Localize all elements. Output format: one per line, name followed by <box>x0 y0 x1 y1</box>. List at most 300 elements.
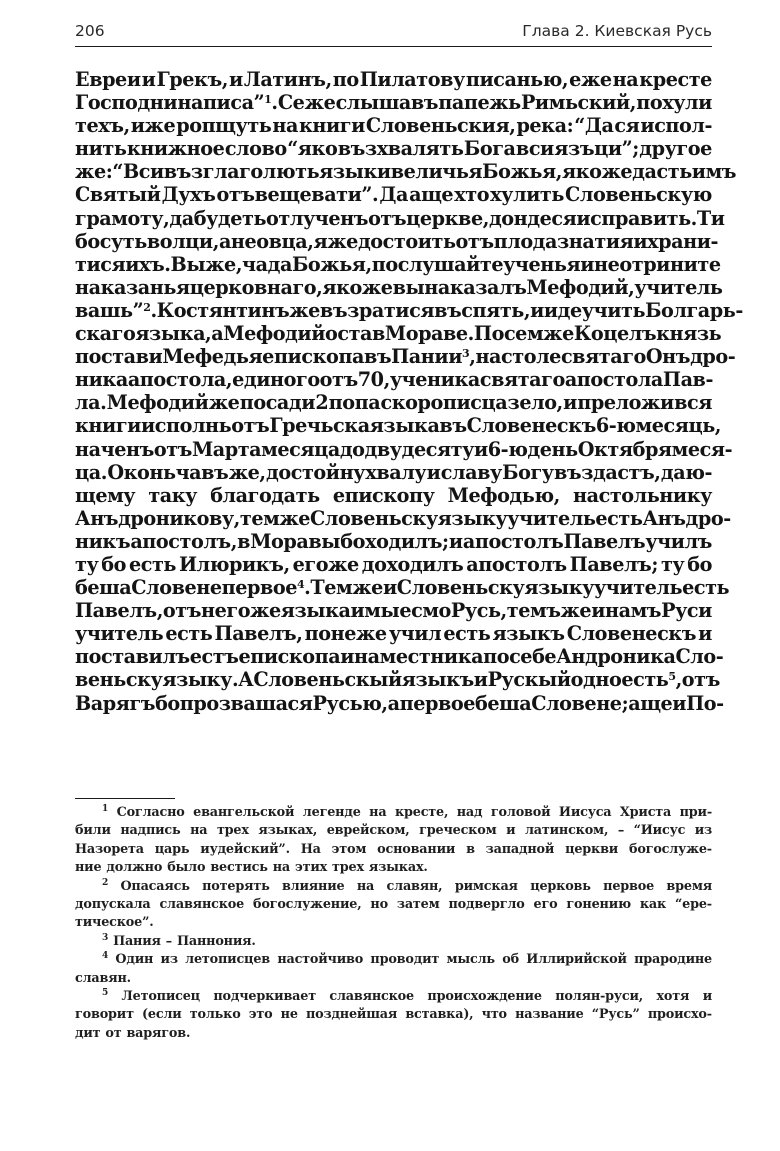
body-word: преложи <box>577 391 674 415</box>
body-word: скаго <box>75 322 136 346</box>
body-word: и <box>530 298 544 322</box>
body-word: ту <box>75 552 99 576</box>
footnote-line <box>75 878 712 896</box>
body-word: и <box>141 68 156 91</box>
footnote-word: – <box>617 823 625 839</box>
footnote-word: происхождение <box>427 988 542 1004</box>
body-word: отъвещевати”. <box>216 183 379 207</box>
body-word: ту <box>660 552 685 576</box>
body-word: же, <box>205 252 243 276</box>
body-word: величья <box>390 160 483 184</box>
footnote-word: славян, <box>386 878 443 894</box>
footnote-word: 1 <box>102 804 109 814</box>
body-word: таку <box>148 483 198 507</box>
footnote-word: при- <box>679 805 712 820</box>
footnote-word: тическое”. <box>75 915 154 931</box>
footnote-word: мысль <box>446 952 495 968</box>
body-word: бо <box>75 229 100 253</box>
footnote-word: дит <box>75 1025 101 1041</box>
body-word: бо <box>687 552 712 576</box>
body-word: скорописца <box>380 391 508 415</box>
footnote-line <box>75 951 712 969</box>
running-head <box>75 18 712 48</box>
body-line <box>75 206 725 230</box>
footnote-word: название <box>515 1007 584 1023</box>
body-word: апостола, <box>127 368 233 392</box>
body-word: апостолъ, <box>130 529 237 553</box>
footnote-word: богослужение, <box>252 896 362 912</box>
body-word: зело, <box>507 391 563 415</box>
body-word: апостолъ <box>462 529 564 553</box>
body-word: языку <box>437 506 508 530</box>
header-rule <box>75 46 712 47</box>
body-word: написа”$^1$. <box>177 91 278 115</box>
body-line <box>75 391 712 414</box>
footnote-word: из <box>694 823 712 839</box>
footnote-word: Иллирийской <box>526 952 627 968</box>
body-word: река: <box>516 114 574 138</box>
body-word: Римьский, <box>520 91 636 115</box>
body-word: двудесяту <box>364 437 474 461</box>
body-word: и <box>698 622 712 646</box>
body-word: хвалу <box>365 460 427 484</box>
body-word: Евреи <box>75 68 141 91</box>
body-word: грамоту, <box>75 206 170 230</box>
body-word: въ <box>363 345 392 369</box>
footnote-line <box>75 822 712 840</box>
body-word: въздастъ, <box>554 460 661 484</box>
body-word: аще <box>628 691 673 715</box>
body-word: исполнь <box>140 414 232 438</box>
body-word: и <box>591 599 605 623</box>
body-word: кресте <box>639 68 712 91</box>
body-word: Мефодий <box>223 322 325 346</box>
body-word: Русь, <box>450 599 507 623</box>
body-word: епископа <box>238 645 341 669</box>
body-line <box>75 599 712 622</box>
body-word: ла. <box>75 391 107 415</box>
body-word: в <box>237 529 251 553</box>
body-word: Словенескъ <box>566 622 696 646</box>
footnote-word: говорит <box>75 1007 134 1023</box>
body-word: 70, <box>357 368 390 392</box>
footnote-line <box>75 804 712 822</box>
body-line <box>75 183 712 206</box>
footnote-word: западной <box>485 841 555 857</box>
body-word: учитель <box>75 622 164 646</box>
body-word: наказанья <box>75 275 190 299</box>
footnote-word: Назорета <box>75 841 144 857</box>
body-word: и <box>426 460 441 484</box>
body-word: же <box>289 298 320 322</box>
body-word: суть <box>99 229 147 253</box>
body-word: и <box>563 391 577 415</box>
body-word: поставилъ <box>75 645 190 669</box>
footnote-word: еврейском, <box>326 823 410 839</box>
body-word: епископу <box>332 483 435 507</box>
body-word: и <box>633 229 648 253</box>
body-word: похули <box>636 91 712 115</box>
body-word: до <box>339 437 365 461</box>
body-word: Господни <box>75 91 178 115</box>
body-word: есть <box>128 552 176 576</box>
body-line <box>75 691 724 715</box>
footnote-word: подчеркивает <box>213 988 316 1004</box>
footnote-word: трех <box>332 860 364 876</box>
body-word: есть$^5$, <box>621 668 682 692</box>
body-line <box>75 298 743 322</box>
body-word: по <box>332 68 359 91</box>
body-word: Павелъ, <box>214 622 303 646</box>
body-word: первое <box>399 691 475 715</box>
body-word: Марта <box>191 437 262 461</box>
body-word: беша <box>474 691 532 715</box>
body-word: темъже <box>506 599 592 623</box>
body-word: А <box>238 668 254 692</box>
body-word: волци, <box>146 229 219 253</box>
body-word: Мефодий, <box>526 275 635 299</box>
body-word: Оконьчавъ <box>107 460 229 484</box>
footnote-word: об <box>502 952 519 968</box>
footnote-word: проводит <box>370 952 440 968</box>
body-word: въспять, <box>434 298 531 322</box>
body-word: Се <box>277 91 305 115</box>
body-word: в <box>372 322 385 346</box>
body-word: Божья, <box>291 252 372 276</box>
body-word: храни- <box>647 229 719 253</box>
body-word: якоже <box>561 160 633 184</box>
body-word: достоить <box>357 229 456 253</box>
body-word: Коцелъ <box>573 322 657 346</box>
body-word: Павелъ; <box>569 552 658 576</box>
body-line <box>75 437 733 461</box>
body-word: Бога <box>463 137 516 161</box>
body-word: Сло- <box>675 645 724 669</box>
footnote-word: на <box>356 878 375 894</box>
body-word: Костянтинъ <box>156 298 290 322</box>
body-word: отъ <box>153 437 192 461</box>
body-line <box>75 645 724 669</box>
body-word: наместника <box>354 645 484 669</box>
body-word: будеть <box>193 206 267 230</box>
body-word: языку <box>524 576 594 600</box>
body-word: а <box>387 691 400 715</box>
body-word: и <box>228 68 243 91</box>
footnote-word: Опасаясь <box>120 878 190 894</box>
body-word: Да <box>379 183 408 207</box>
body-word: отъ <box>368 206 407 230</box>
body-word: учитель <box>507 506 596 530</box>
footnote-line <box>75 841 712 859</box>
body-word: Богу <box>502 460 554 484</box>
footnote-word: это <box>248 1007 273 1023</box>
body-word: “Вси <box>112 160 164 184</box>
body-word: Октября <box>577 437 672 461</box>
footnote-word: основании <box>377 841 456 857</box>
body-word: языка <box>280 599 351 623</box>
body-word: негоже <box>201 599 281 623</box>
footnote-word: его <box>533 896 558 912</box>
footnote-word: от <box>105 1025 122 1041</box>
body-word: день <box>527 437 578 461</box>
body-word: ся <box>614 114 640 138</box>
body-word: отрините <box>619 252 721 276</box>
body-word: языки <box>319 160 391 184</box>
page-number: 206 <box>75 22 105 40</box>
body-word: Словеньску <box>396 576 525 600</box>
footnote-line <box>75 988 712 1006</box>
body-word: и <box>382 576 397 600</box>
body-word: тися <box>75 252 126 276</box>
footnote-rule <box>75 798 175 799</box>
body-word: первое$^4$. <box>221 576 311 600</box>
body-word: иде <box>543 298 582 322</box>
body-word: дасть <box>632 160 692 184</box>
body-word: отъ <box>681 668 720 692</box>
footnote-word: первое <box>603 878 655 894</box>
body-word: языка <box>369 414 440 438</box>
footnote-word: должно <box>106 860 163 876</box>
body-word: донде <box>488 206 552 230</box>
body-word: беша <box>75 576 132 600</box>
body-word: бо <box>101 552 126 576</box>
footnote-word: допускала <box>75 896 151 912</box>
body-word: Словене; <box>531 691 629 715</box>
body-word: 6-ю <box>487 437 528 461</box>
body-word: ученика <box>389 368 480 392</box>
body-word: язъци”; <box>554 137 639 161</box>
body-line <box>75 530 712 553</box>
body-line <box>75 484 712 507</box>
body-line <box>75 461 712 484</box>
body-word: и <box>340 645 355 669</box>
body-line <box>75 345 736 369</box>
body-word: аще <box>409 183 454 207</box>
body-word: исправить. <box>576 206 697 230</box>
body-word: и <box>580 252 595 276</box>
footnote-word: евангельской <box>193 805 295 820</box>
body-word: на <box>612 68 639 91</box>
footnote-word: не <box>280 1007 298 1023</box>
body-word: апостолъ <box>466 552 567 576</box>
body-word: Гречьска <box>269 414 370 438</box>
footnote-line <box>75 933 712 951</box>
footnote-word: варягов. <box>126 1025 191 1041</box>
body-word: “Да <box>574 114 614 138</box>
body-word: Грекъ, <box>156 68 228 91</box>
footnote-word: – <box>165 933 172 949</box>
body-word: темже <box>239 506 311 530</box>
body-line <box>75 114 712 137</box>
footnote-word: 2 <box>102 877 109 888</box>
body-word: имъ <box>691 160 737 184</box>
footnote-word: славянское <box>329 988 414 1004</box>
body-line <box>75 137 712 160</box>
body-word: есть <box>443 622 491 646</box>
footnote-word: подвергло <box>448 896 525 912</box>
footnote-word: Паннония. <box>176 933 256 949</box>
footnote-word: языках. <box>368 860 428 876</box>
body-word: намъ <box>604 599 662 623</box>
body-word: языкъ <box>401 668 474 692</box>
body-word: бо <box>340 529 365 553</box>
body-word: апостола <box>564 368 663 392</box>
body-word: Словеньску <box>310 506 438 530</box>
footnote-word: легенде <box>302 805 361 820</box>
body-word: да <box>169 206 194 230</box>
footnote-word: Христа <box>619 805 672 820</box>
footnote-word: славянское <box>159 896 245 912</box>
footnote-word: (если <box>142 1007 182 1023</box>
footnote-word: ние <box>75 860 102 876</box>
footnote-word: в <box>466 841 475 857</box>
body-word: и <box>672 691 687 715</box>
body-line <box>75 668 720 692</box>
body-word: Руси <box>661 599 712 623</box>
footnote-word: происхо- <box>647 1007 712 1023</box>
body-word: Болгарь- <box>645 298 743 322</box>
body-word: По- <box>686 691 724 715</box>
body-word: чада <box>242 252 292 276</box>
body-word: учитель <box>593 576 683 600</box>
footnote-word: время <box>666 878 712 894</box>
footnote-word: хотя <box>656 988 690 1004</box>
body-word: вашь”$^2$. <box>75 298 157 322</box>
footnote-word: “ере- <box>674 896 712 912</box>
body-word: не <box>594 252 620 276</box>
footnote-word: полян-руси, <box>555 988 644 1004</box>
body-word: иже <box>130 114 176 138</box>
body-word: веньску <box>75 668 163 692</box>
body-word: на <box>475 345 502 369</box>
body-line <box>75 229 719 253</box>
body-word: Мефедья <box>162 345 263 369</box>
footnote-word: на <box>190 823 208 839</box>
body-word: 6-ю <box>595 414 636 438</box>
footnote-word: языках, <box>258 823 318 839</box>
body-word: и <box>473 437 488 461</box>
footnote-word: над <box>456 805 483 820</box>
footnote-line <box>75 914 712 932</box>
body-word: никъ <box>75 529 131 553</box>
footnote-word: 3 <box>102 932 109 943</box>
body-word: отъ <box>231 414 270 438</box>
body-line <box>75 368 712 391</box>
body-word: есть <box>682 576 730 600</box>
body-word: месяца <box>261 437 340 461</box>
footnote-word: Один <box>115 952 154 968</box>
body-word: месяць, <box>635 414 721 438</box>
body-word: Мефодью, <box>447 483 560 507</box>
body-word: Мораве. <box>384 322 474 346</box>
footnote-word: греческом <box>419 823 497 839</box>
footnote-word: вестись <box>210 860 268 876</box>
body-word: ника <box>75 368 128 392</box>
body-word: Святый <box>75 183 161 207</box>
body-word: ученья <box>503 252 581 276</box>
footnote-word: царь <box>154 841 190 857</box>
body-word: въ <box>439 414 467 438</box>
body-word: князь <box>656 322 722 346</box>
body-word: Павелъ <box>563 529 646 553</box>
body-word: учить <box>581 298 646 322</box>
body-word: славу <box>440 460 502 484</box>
footnote-word: надпись <box>120 823 181 839</box>
body-word: наказалъ <box>424 275 527 299</box>
body-word: учил <box>388 622 442 646</box>
body-word: языка, <box>135 322 212 346</box>
body-word: Пании$^3$, <box>391 345 476 369</box>
footnotes <box>75 804 712 1043</box>
body-word: столе <box>501 345 561 369</box>
body-word: себе <box>509 645 557 669</box>
footnote-word: “Русь” <box>591 1007 640 1023</box>
body-word: 2 <box>315 391 329 415</box>
body-line <box>75 414 721 438</box>
body-line <box>75 91 712 114</box>
body-line <box>75 322 722 346</box>
body-word: папежь <box>438 91 521 115</box>
footnote-word: славян. <box>75 970 131 986</box>
footnote-word: кресте, <box>394 805 449 820</box>
body-word: отлученъ <box>266 206 369 230</box>
body-word: Духъ <box>161 183 216 207</box>
body-word: испол- <box>640 114 712 138</box>
body-word: церкве, <box>406 206 489 230</box>
body-word: мы <box>364 599 400 623</box>
footnote-word: что <box>481 1007 507 1023</box>
footnote-word: и <box>506 823 516 839</box>
body-word: я <box>619 229 634 253</box>
body-word: а <box>211 322 224 346</box>
body-word: Мефодий <box>106 391 209 415</box>
body-word: послушайте <box>371 252 504 276</box>
body-word: епископа <box>262 345 364 369</box>
body-word: Словеньскую <box>565 183 712 207</box>
body-word: ся <box>551 206 577 230</box>
footnote-word: было <box>167 860 206 876</box>
body-word: попа <box>328 391 381 415</box>
footnote-word: латинском, <box>524 823 609 839</box>
footnote-word: Летописец <box>121 988 200 1004</box>
body-word: настольнику <box>572 483 712 507</box>
footnote-word: били <box>75 823 111 839</box>
body-line <box>75 506 731 530</box>
body-line <box>75 68 712 91</box>
body-word: знати <box>557 229 620 253</box>
body-word: хто <box>454 183 490 207</box>
body-word: отъ <box>319 368 358 392</box>
body-word: единого <box>232 368 320 392</box>
body-word: книги <box>298 114 365 138</box>
body-word: благодать <box>210 483 320 507</box>
body-word: хулить <box>490 183 564 207</box>
body-word: бо <box>155 691 180 715</box>
footnote-word: гонению <box>566 896 631 912</box>
body-word: Божья, <box>482 160 562 184</box>
body-word: Пав- <box>662 368 713 392</box>
body-word: еже <box>569 68 612 91</box>
body-word: яже <box>313 229 358 253</box>
body-word: “яко <box>287 137 338 161</box>
body-word: Латинъ, <box>243 68 332 91</box>
body-word: и <box>473 668 488 692</box>
footnote-word: “Иисус <box>633 823 686 839</box>
body-word: вся <box>674 391 712 415</box>
body-word: възглаголють <box>163 160 320 184</box>
body-word: Словеньскый <box>253 668 402 692</box>
footnote-word: 5 <box>102 987 109 998</box>
